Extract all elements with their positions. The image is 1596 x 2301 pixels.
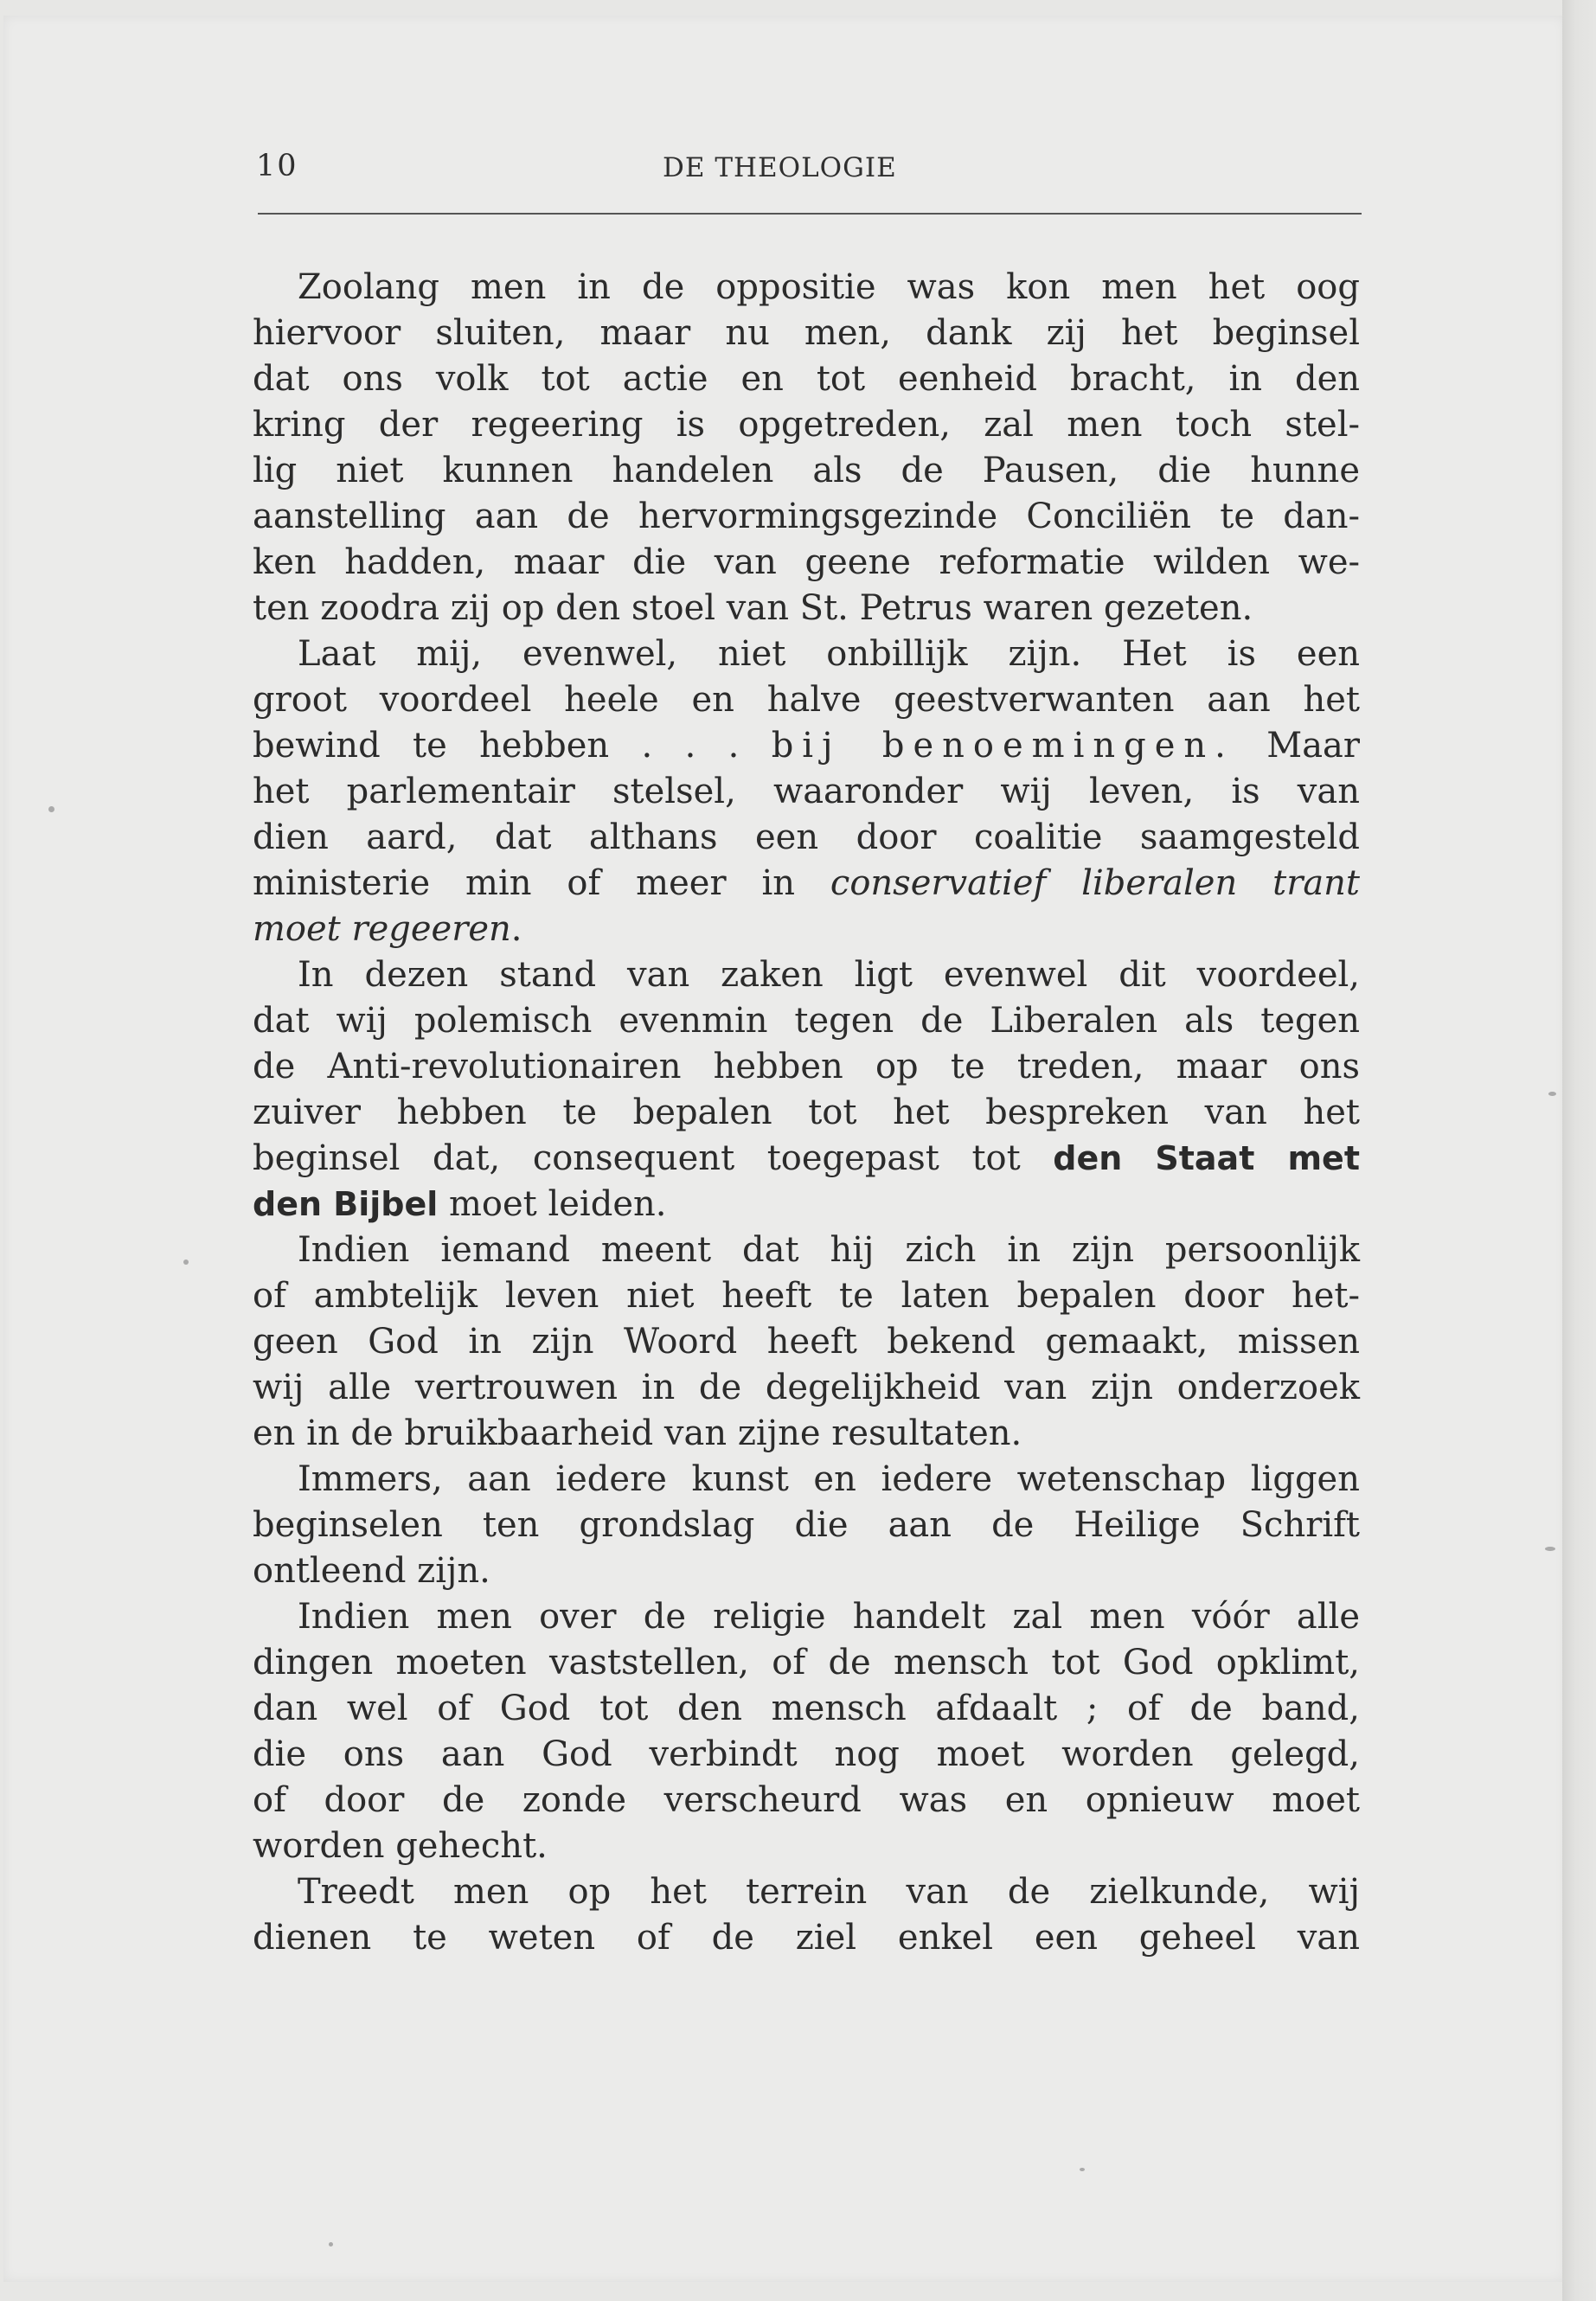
line-text: Treedt men op het terrein van de zielkunde, wij	[298, 1872, 1360, 1912]
text-line	[253, 723, 1360, 769]
line-text: ontleend zijn.	[253, 1551, 490, 1591]
line-text: de Anti-revolutionairen hebben op te treden, maar ons	[253, 1047, 1360, 1086]
text-line	[253, 1365, 1360, 1411]
text-line	[253, 1503, 1360, 1548]
line-text: lig niet kunnen handelen als de Pausen, die hunne	[253, 451, 1360, 490]
line-text: dat wij polemisch evenmin tegen de Liberalen als tegen	[253, 1001, 1360, 1041]
text-line	[253, 494, 1360, 540]
scan-speck	[183, 1259, 189, 1265]
scan-speck	[1548, 1092, 1556, 1096]
text-line	[253, 1594, 1360, 1640]
text-line	[253, 448, 1360, 494]
line-text: dienen te weten of de ziel enkel een geheel van	[253, 1918, 1360, 1958]
line-text: ken hadden, maar die van geene reformatie wilden we-	[253, 542, 1360, 582]
text-line	[253, 907, 1360, 952]
text-line	[253, 1823, 1360, 1869]
line-text: bewind te hebben . . .	[253, 726, 772, 766]
line-text: In dezen stand van zaken ligt evenwel dit voordeel,	[298, 955, 1360, 995]
line-text: aanstelling aan de hervormingsgezinde Conciliën te dan-	[253, 497, 1360, 536]
text-line	[253, 1227, 1360, 1273]
line-text: Immers, aan iedere kunst en iedere wetenschap liggen	[298, 1459, 1360, 1499]
running-header	[256, 149, 1363, 192]
line-text: hiervoor sluiten, maar nu men, dank zij het beginsel	[253, 313, 1360, 353]
text-line	[253, 1869, 1360, 1915]
paragraph	[253, 1227, 1360, 1457]
body-text	[253, 265, 1360, 1961]
text-line	[253, 861, 1360, 907]
text-line	[253, 1273, 1360, 1319]
line-text: of ambtelijk leven niet heeft te laten bepalen door het-	[253, 1276, 1360, 1316]
page-number: 10	[256, 149, 298, 183]
paragraph	[253, 1594, 1360, 1869]
italic-phrase: moet regeeren	[253, 909, 511, 949]
line-text: dan wel of God tot den mensch afdaalt ; of de band,	[253, 1689, 1360, 1728]
line-text: beginsel dat, consequent toegepast tot	[253, 1138, 1054, 1178]
line-text: Indien men over de religie handelt zal men vóór alle	[298, 1597, 1360, 1637]
line-text: .	[510, 909, 522, 949]
line-text: en in de bruikbaarheid van zijne resultaten.	[253, 1413, 1022, 1453]
paragraph	[253, 265, 1360, 631]
scan-speck	[1545, 1547, 1555, 1551]
line-text: of door de zonde verscheurd was en opnieuw moet	[253, 1780, 1360, 1820]
page-edge	[1562, 0, 1596, 2301]
text-line	[253, 356, 1360, 402]
text-line	[253, 1686, 1360, 1732]
text-line	[253, 815, 1360, 861]
line-text: dingen moeten vaststellen, of de mensch tot God opklimt,	[253, 1643, 1360, 1682]
line-text: moet leiden.	[438, 1184, 667, 1224]
italic-phrase: conservatief liberalen trant	[830, 863, 1360, 903]
text-line	[253, 631, 1360, 677]
text-line	[253, 1319, 1360, 1365]
bold-phrase: den Staat met	[1053, 1139, 1360, 1177]
text-line	[253, 1182, 1360, 1227]
scan-speck	[1080, 2168, 1085, 2171]
text-line	[253, 1732, 1360, 1778]
text-line	[253, 677, 1360, 723]
line-text: beginselen ten grondslag die aan de Heilige Schrift	[253, 1505, 1360, 1545]
line-text: zuiver hebben te bepalen tot het bespreken van het	[253, 1093, 1360, 1132]
line-text: die ons aan God verbindt nog moet worden gelegd,	[253, 1734, 1360, 1774]
line-text: Maar	[1234, 726, 1361, 766]
line-text: Zoolang men in de oppositie was kon men het oog	[298, 267, 1360, 307]
text-line	[253, 1640, 1360, 1686]
text-line	[253, 952, 1360, 998]
header-rule	[258, 213, 1362, 215]
line-text: kring der regeering is opgetreden, zal men toch stel-	[253, 405, 1360, 445]
line-text: groot voordeel heele en halve geestverwanten aan het	[253, 680, 1360, 720]
paragraph	[253, 1869, 1360, 1961]
text-line	[253, 1090, 1360, 1136]
line-text: Indien iemand meent dat hij zich in zijn persoonlijk	[298, 1230, 1360, 1270]
text-line	[253, 1548, 1360, 1594]
line-text: Laat mij, evenwel, niet onbillijk zijn. Het is een	[298, 634, 1360, 674]
text-line	[253, 586, 1360, 631]
line-text: geen God in zijn Woord heeft bekend gemaakt, missen	[253, 1322, 1360, 1362]
line-text: het parlementair stelsel, waaronder wij leven, is van	[253, 772, 1360, 811]
line-text: dien aard, dat althans een door coalitie saamgesteld	[253, 817, 1360, 857]
line-text: ten zoodra zij op den stoel van St. Petrus waren gezeten.	[253, 588, 1253, 628]
scan-speck	[329, 2242, 333, 2247]
text-line	[253, 1411, 1360, 1457]
running-title: DE THEOLOGIE	[663, 152, 897, 183]
text-line	[253, 540, 1360, 586]
text-line	[253, 402, 1360, 448]
spaced-phrase: bij benoemingen.	[771, 726, 1234, 766]
text-line	[253, 769, 1360, 815]
text-line	[253, 1136, 1360, 1182]
line-text: dat ons volk tot actie en tot eenheid bracht, in den	[253, 359, 1360, 399]
line-text: ministerie min of meer in	[253, 863, 830, 903]
paragraph	[253, 631, 1360, 952]
bold-phrase: den Bijbel	[253, 1185, 439, 1223]
paragraph	[253, 952, 1360, 1227]
text-line	[253, 1457, 1360, 1503]
paragraph	[253, 1457, 1360, 1594]
text-line	[253, 1778, 1360, 1823]
text-line	[253, 1915, 1360, 1961]
text-line	[253, 265, 1360, 311]
text-line	[253, 311, 1360, 356]
line-text: wij alle vertrouwen in de degelijkheid van zijn onderzoek	[253, 1368, 1360, 1407]
text-line	[253, 998, 1360, 1044]
text-line	[253, 1044, 1360, 1090]
scan-speck	[48, 806, 54, 812]
line-text: worden gehecht.	[253, 1826, 548, 1866]
